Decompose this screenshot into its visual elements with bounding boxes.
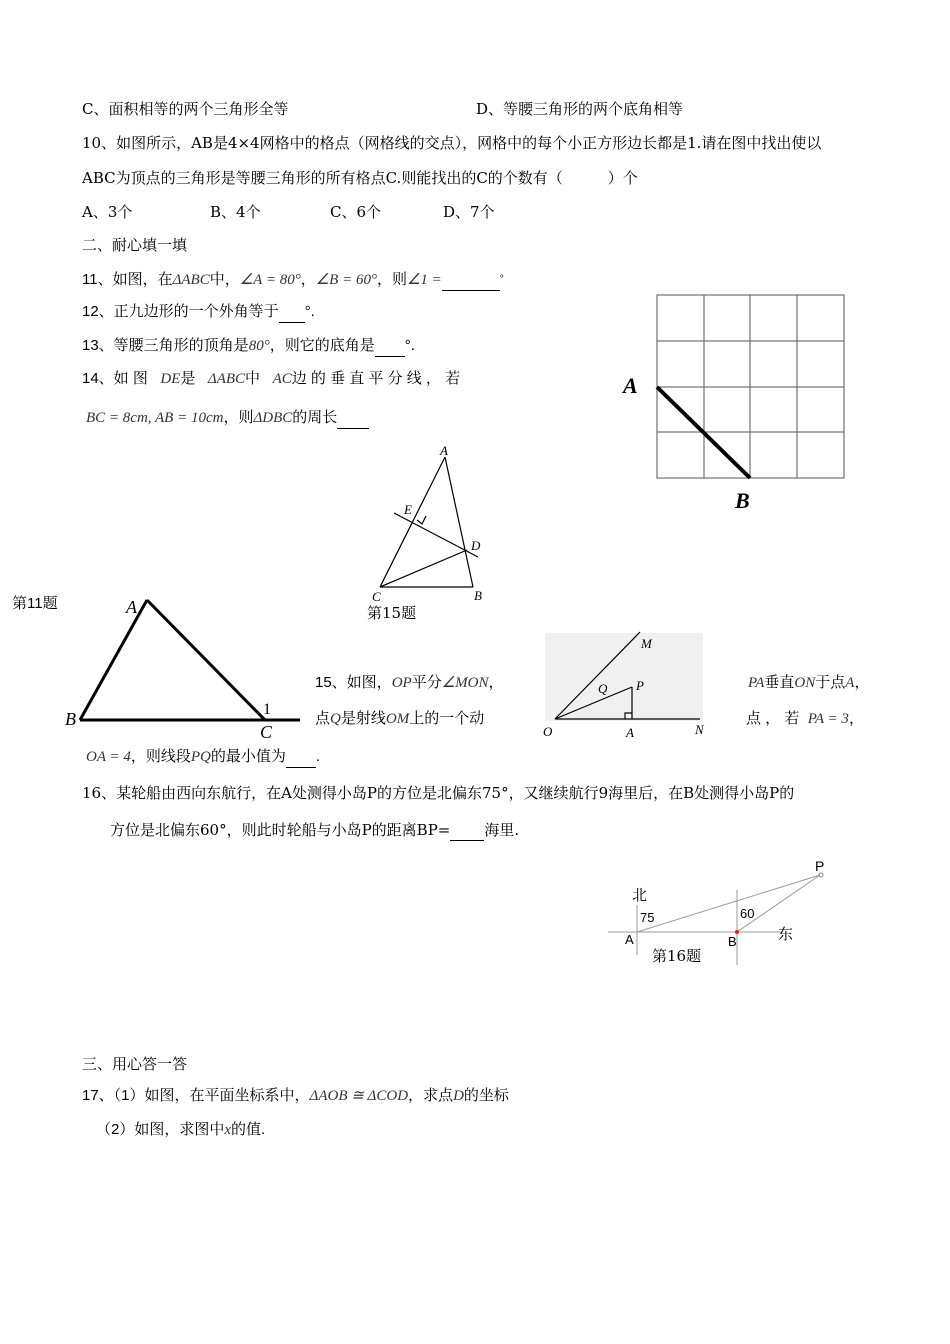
- q9-option-d: D、等腰三角形的两个底角相等: [476, 100, 684, 118]
- fig15-label-b: B: [474, 588, 482, 603]
- fig-q16-label-b: B: [728, 934, 737, 949]
- q11-text: 11、如图，在ΔABC中，∠A = 80°，∠B = 60°，则∠1 = °: [82, 270, 504, 291]
- section-3-heading: 三、用心答一答: [82, 1055, 188, 1073]
- q16-line2: 方位是北偏东60°，则此时轮船与小岛P的距离BP= 海里.: [110, 821, 520, 839]
- q10-option-c: C、6个: [330, 203, 382, 221]
- fig15-label-e: E: [404, 502, 412, 517]
- q16-line1: 16、某轮船由西向东航行，在A处测得小岛P的方位是北偏东75°，又继续航行9海里后，在B处测得小岛P的: [82, 784, 795, 802]
- q15-line1: 15、如图，OP平分∠MON，: [315, 674, 504, 691]
- fig-q15-label-n: N: [695, 722, 704, 737]
- section-2-heading: 二、耐心填一填: [82, 236, 188, 254]
- figure-q15-angle: [540, 628, 710, 743]
- fig15-label-c: C: [372, 589, 381, 604]
- fig-q15-label-m: M: [641, 636, 652, 651]
- q10-option-b: B、4个: [210, 203, 261, 221]
- fig15-label-d: D: [471, 538, 481, 553]
- fig11-label-a: A: [126, 597, 137, 617]
- fig-q16-east: 东: [778, 925, 794, 943]
- q14-line1: 14、如 图 DE是 ΔABC中 AC边 的 垂 直 平 分 线 ， 若: [82, 370, 461, 387]
- figure-perp-bisector: [370, 440, 490, 610]
- fig-q16-angle-60: 60: [740, 906, 755, 921]
- fig11-label-b: B: [65, 709, 76, 729]
- caption-fig15: 第15题: [367, 604, 417, 622]
- figure-q16-bearing: [600, 855, 840, 970]
- q15-line2: 点Q是射线OM上的一个动: [315, 710, 485, 727]
- q10-line1: 10、如图所示，AB是4×4网格中的格点（网格线的交点），网格中的每个小正方形边长都是1.请在图中找出使以: [82, 134, 822, 152]
- fig-q16-label-p: P: [815, 858, 825, 874]
- fig-q15-label-q: Q: [598, 681, 608, 696]
- fig-q16-north: 北: [632, 886, 648, 904]
- fig15-label-a: A: [440, 443, 448, 458]
- caption-fig16: 第16题: [652, 947, 702, 965]
- fig-q15-label-a: A: [626, 725, 634, 740]
- q10-option-d: D、7个: [443, 203, 495, 221]
- q10-option-a: A、3个: [82, 203, 133, 221]
- fig-q15-label-p: P: [636, 678, 644, 693]
- fig-q16-label-a: A: [625, 932, 634, 947]
- grid-figure: [620, 290, 850, 520]
- q14-line2: BC = 8cm, AB = 10cm，则ΔDBC的周长: [86, 408, 369, 429]
- q13-text: 13、等腰三角形的顶角是80°，则它的底角是 °.: [82, 336, 415, 357]
- q15-line1-right: PA垂直ON于点A，: [748, 674, 870, 691]
- q10-line2: ABC为顶点的三角形是等腰三角形的所有格点C.则能找出的C的个数有（ ）个: [82, 169, 638, 187]
- grid-label-a: A: [623, 373, 638, 398]
- figure-q11-triangle: [60, 590, 310, 750]
- q15-line3: OA = 4，则线段PQ的最小值为 .: [86, 747, 320, 768]
- q12-text: 12、正九边形的一个外角等于 °.: [82, 302, 315, 323]
- caption-fig11: 第11题: [12, 595, 58, 612]
- fig-q16-angle-75: 75: [640, 910, 655, 925]
- fig-q15-label-o: O: [543, 724, 553, 739]
- q17-line2: （2）如图，求图中x的值.: [96, 1121, 266, 1138]
- fig11-label-1: 1: [263, 701, 271, 718]
- fig11-label-c: C: [260, 722, 273, 742]
- grid-label-b: B: [735, 488, 750, 513]
- q17-line1: 17、（1）如图，在平面坐标系中，ΔAOB ≅ ΔCOD，求点D的坐标: [82, 1087, 509, 1104]
- q9-option-c: C、面积相等的两个三角形全等: [82, 100, 289, 118]
- q15-line2-right: 点 ， 若 PA = 3，: [746, 710, 864, 727]
